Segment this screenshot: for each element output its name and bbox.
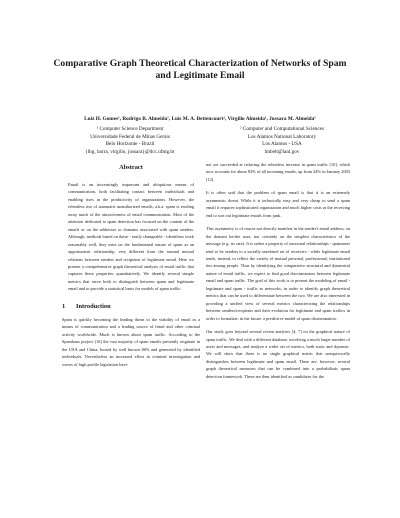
affiliation-line: Universidade Federal de Minas Gerais (90, 133, 170, 140)
left-column (62, 164, 200, 368)
title-line-2: and Legitimate Email (155, 70, 245, 81)
affiliation-ufmg (55, 126, 205, 156)
affiliation-line: Los Alamos - USA (262, 141, 302, 148)
section-title: Introduction (76, 302, 111, 310)
body-paragraph-4: Our study goes beyond several recent analyses [4, 7] on the graphical nature of spam traffic. We deal with a different database, involving a much larger number of users and messages, and analyze a wider set of metrics, both static and dynamic. We will show that there is no single graphical metric that unequivocally distinguishes between legitimate and spam email. There are, however, several graph theoretical measures that can be combined into a probabilistic spam detection framework. These are then identified as candidates for the (206, 329, 350, 379)
section-heading-introduction (62, 303, 200, 311)
abstract-text: Email is an increasingly important and ubiquitous means of communication, both facilitating contact between individuals and enabling rises in the productivity of organizations. However, the relentless rise of automatic unauthorized emails, a.k.a. spam is eroding away much of the attractiveness of email communication. Most of the attention dedicated to spam detection has focused on the content of the emails or on the addresses or domains associated with spam senders. Although, methods based on these - easily changeable - identifiers work reasonably well, they miss on the fundamental nature of spam as an opportunistic relationship, very different from the normal mutual relations between senders and recipients of legitimate email. Here we present a comprehensive graph theoretical analysis of email traffic that captures these properties quantitatively. We identify several simple metrics that serve both to distinguish between spam and legitimate email and to provide a statistical basis for models of spam traffic. (68, 182, 194, 292)
title-line-1: Comparative Graph Theoretical Characterization of Networks of Spam (53, 58, 347, 69)
paper-title (40, 58, 360, 82)
body-paragraph-1: not yet succeeded at reducing the relentless increase in spam traffic [10], which now accounts for about 83% of all incoming emails, up from 24% in January 2003 [12]. (206, 162, 350, 182)
introduction-paragraph: Spam is quickly becoming the leading threat to the viability of email as a means of communication and a leading source of fraud and other criminal activity worldwide. Much is known about spam traffic. According to the Spamhaus project [16] the vast majority of spam emails presently originate in the USA and China, hosted by well known ISPs and generated by identified individuals. Nevertheless an increased effort in criminal investigation and waves of high profile legislation have (62, 316, 200, 367)
affiliation-email: {lhg, barra, virgilio, jussara}@dcc.ufmg.br (85, 148, 175, 155)
affiliation-lanl (207, 126, 357, 156)
section-number: 1 (62, 302, 66, 310)
right-column (206, 161, 350, 380)
body-paragraph-2: It is often said that the problem of spam email is that it is an extremely asymmetric threat. While it is technically easy and very cheap to send a spam email it requires sophisticated organization and much higher costs at the receiving end to sort out legitimate emails from junk. (206, 190, 350, 218)
affiliation-line: Belo Horizonte - Brazil (105, 141, 155, 148)
affiliation-email: lmbett@lanl.gov (264, 148, 300, 155)
body-paragraph-3: This asymmetry is of course not directly manifest in the sender's email address, on the domain he/she uses, nor certainly on the simplest characteristics of the message (e.g. its size). It is rather a property of structural relationships - spammers tend to be senders to a socially unrelated set of receivers - while legitimate email tends, instead, to reflect the variety of mutual personal, professional, institutional ties among people. Thus by identifying the comparative structural and dynamical nature of email traffic, we expect to find good discriminators between legitimate email and spam traffic. The goal of this work is to present the modeling of email - legitimate and spam - traffic as networks, in order to identify graph theoretical metrics that can be used to differentiate between the two. We are also interested in providing a unified view of several metrics characterizing the relationships between senders/recipients and their evolution for legitimate and spam traffics in order to formulate, in the future, a predictive model of spam dissemination. (206, 226, 350, 321)
abstract-heading: Abstract (119, 164, 143, 171)
affiliation-line: ¹ Computer Science Department (96, 126, 164, 132)
author-list: Luiz H. Gomes¹, Rodrigo B. Almeida¹, Luis M. A. Bettencourt², Virgílio Almeida¹, Jussara M. Almeida¹ (84, 116, 316, 122)
affiliation-line: Los Alamos National Laboratory (247, 133, 317, 140)
affiliation-line: ² Computer and Computational Sciences (240, 126, 324, 132)
